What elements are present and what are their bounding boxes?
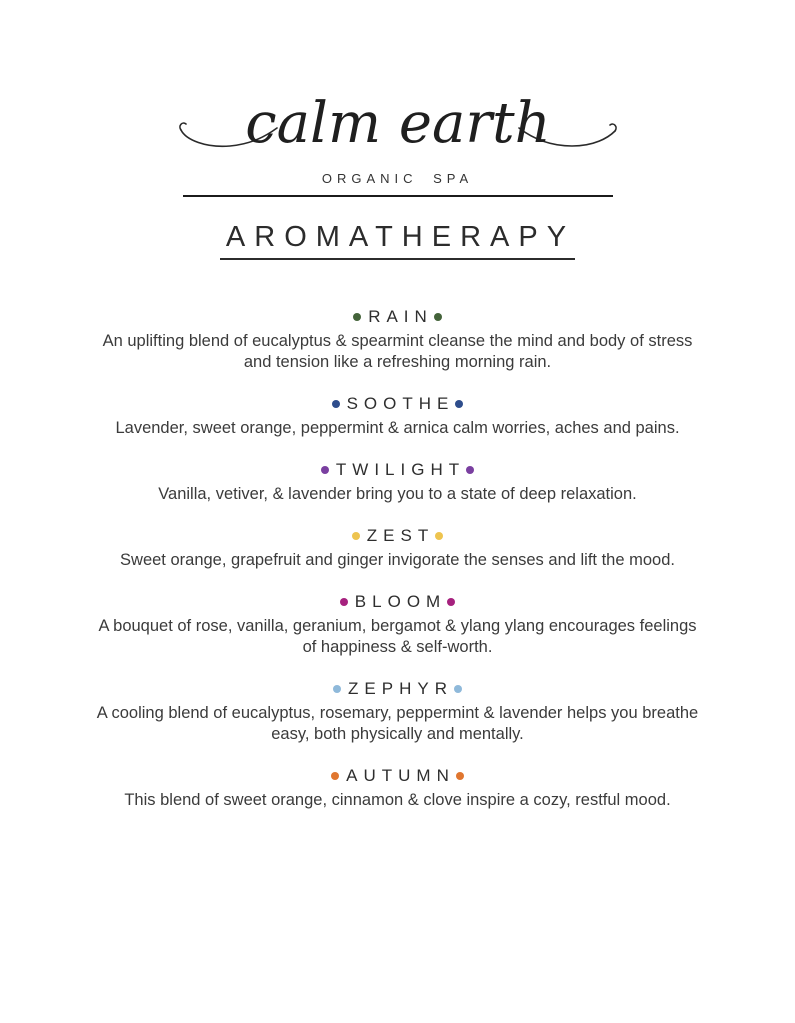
scent-dot-left-icon bbox=[333, 685, 341, 693]
scent-section bbox=[0, 306, 795, 373]
scent-description: A bouquet of rose, vanilla, geranium, bergamot & ylang ylang encourages feelings of happiness & self-worth. bbox=[98, 617, 697, 656]
logo-divider bbox=[183, 195, 613, 197]
scent-section bbox=[0, 765, 795, 811]
logo-subtitle: ORGANIC SPA bbox=[321, 171, 474, 186]
scent-title bbox=[0, 306, 795, 327]
scent-title bbox=[0, 591, 795, 612]
scent-dot-left-icon bbox=[321, 466, 329, 474]
scent-dot-left-icon bbox=[353, 313, 361, 321]
scent-title bbox=[0, 765, 795, 786]
scent-name: ZEST bbox=[366, 525, 435, 545]
scent-description: Lavender, sweet orange, peppermint & arnica calm worries, aches and pains. bbox=[115, 419, 680, 437]
scent-dot-right-icon bbox=[455, 400, 463, 408]
scent-dot-right-icon bbox=[447, 598, 455, 606]
scent-title bbox=[0, 678, 795, 699]
scent-section bbox=[0, 459, 795, 505]
scent-section bbox=[0, 393, 795, 439]
logo-flourish-left-tip bbox=[179, 123, 185, 130]
scent-name: BLOOM bbox=[354, 591, 447, 611]
logo-flourish-right-tip bbox=[610, 124, 616, 131]
logo-text: calm earth bbox=[244, 91, 551, 156]
scent-dot-right-icon bbox=[454, 685, 462, 693]
scent-dot-right-icon bbox=[434, 313, 442, 321]
scent-section bbox=[0, 591, 795, 658]
scent-description: A cooling blend of eucalyptus, rosemary, peppermint & lavender helps you breathe easy, both physically and mentally. bbox=[96, 704, 699, 743]
logo-script-image bbox=[178, 86, 618, 170]
scent-title bbox=[0, 459, 795, 480]
scent-name: ZEPHYR bbox=[348, 678, 453, 698]
scent-description: An uplifting blend of eucalyptus & spearmint cleanse the mind and body of stress and tension like a refreshing morning rain. bbox=[102, 332, 693, 371]
scent-dot-right-icon bbox=[456, 772, 464, 780]
scent-dot-left-icon bbox=[340, 598, 348, 606]
page-title bbox=[0, 221, 795, 260]
scent-dot-right-icon bbox=[435, 532, 443, 540]
scent-description: Vanilla, vetiver, & lavender bring you to a state of deep relaxation. bbox=[158, 485, 637, 503]
scent-name: RAIN bbox=[368, 306, 433, 326]
scent-dot-right-icon bbox=[466, 466, 474, 474]
sections bbox=[0, 306, 795, 811]
logo bbox=[0, 0, 795, 197]
scent-dot-left-icon bbox=[331, 772, 339, 780]
scent-dot-left-icon bbox=[332, 400, 340, 408]
scent-description: Sweet orange, grapefruit and ginger invigorate the senses and lift the mood. bbox=[120, 551, 675, 569]
scent-name: SOOTHE bbox=[346, 393, 455, 413]
scent-name: AUTUMN bbox=[346, 765, 455, 785]
scent-dot-left-icon bbox=[352, 532, 360, 540]
scent-name: TWILIGHT bbox=[335, 459, 466, 479]
scent-section bbox=[0, 525, 795, 571]
page-title-text: AROMATHERAPY bbox=[220, 221, 575, 260]
scent-title bbox=[0, 525, 795, 546]
scent-section bbox=[0, 678, 795, 745]
scent-description: This blend of sweet orange, cinnamon & clove inspire a cozy, restful mood. bbox=[124, 791, 671, 809]
scent-title bbox=[0, 393, 795, 414]
